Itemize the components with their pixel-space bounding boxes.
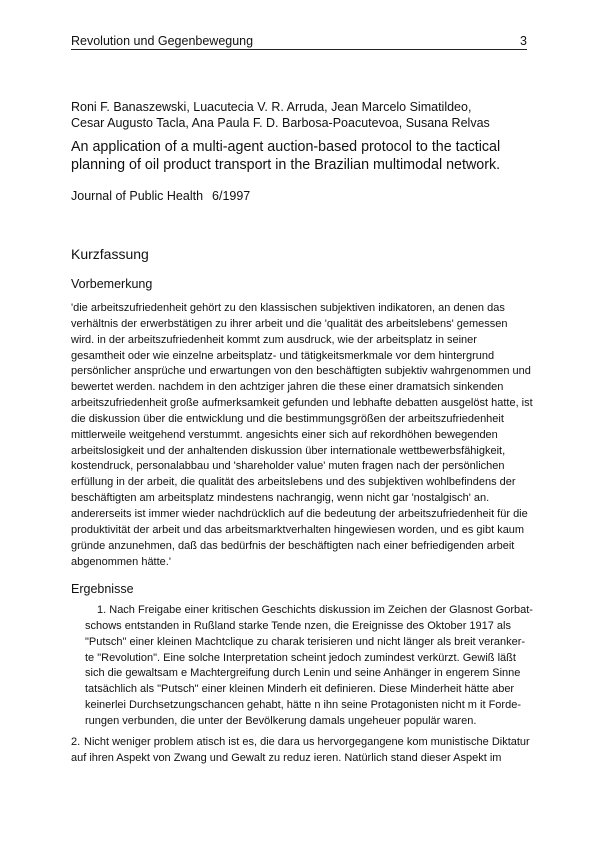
vorbemerkung-paragraph: 'die arbeitszufriedenheit gehört zu den klassischen subjektiven indikatoren, an denen das verhältnis der erwerbstätigen zu ihrer arbeit und die 'qualität des arbeitslebens' gemessen wird. in der arbeitszufriedenheit kommt zum ausdruck, wie der arbeitsplatz in seiner gesamtheit oder wie einzelne arbeitsplatz- und tätigkeitsmerkmale vor dem hintergrund persönlicher ansprüche und erwartungen von den beschäftigten subjektiv wahrgenommen und bewertet werden. nachdem in den achtziger jahren die these einer dramatsich sinkenden arbeitszufriedenheit große aufmerksamkeit gefunden und lebhafte debatten ausgelöst hatte, ist die diskussion über die entwicklung und die bestimmungsgrößen der arbeitszufriedenheit mittlerweile weitgehend verstummt. angesichts einer sich auf rekordhöhen bewegenden arbeitslosigkeit und der anhaltenden diskussion über internationale wettbewerbsfähigkeit, kostendruck, personalabbau und 'shareholder value' muten fragen nach der persönlichen erfüllung in der arbeit, die qualität des arbeitslebens und des subjektiven wohlbefindens der beschäftigten am arbeitsplatz mindestens nachrangig, wenn nicht gar 'nostalgisch' an. andererseits ist immer wieder nachdrücklich auf die bedeutung der arbeitszufriedenheit für die produktivität der arbeit und das arbeitsmarktverhalten hingewiesen worden, und es gibt kaum gründe anzunehmen, daß das bedürfnis der beschäftigten nach einer befriedigenden arbeit abgenommen hätte.' (71, 302, 533, 568)
list-item-text: schows entstanden in Rußland starke Tende nzen, die Ereignisse des Oktober 1917 als "Putsch" einer kleinen Machtclique zu charak terisieren und nicht länger als breit veranker-te "Revolution". Eine solche Interpretation scheint jedoch zumindest verkürzt. Gewiß läßt sich die gewaltsam e Machtergreifung durch Lenin und seine Anhänger in engerem Sinne tatsächlich als "Putsch" einer kleinen Minderh eit definieren. Diese Minderheit hätte aber keinerlei Durchsetzungschancen gehabt, hätte n ihn seine Protagonisten nicht m it Forde-rungen verbunden, die unter der Bevölkerung damals ungeheuer populär waren. (85, 619, 526, 727)
list-item (71, 735, 533, 767)
journal-volume: 6/1997 (212, 189, 251, 203)
authors-line-1: Roni F. Banaszewski, Luacutecia V. R. Arruda, Jean Marcelo Simatildeo, (71, 100, 472, 114)
title-line-1: An application of a multi-agent auction-based protocol to the tactical (71, 139, 501, 155)
list-item-first-line: Nach Freigabe einer kritischen Geschichts diskussion im Zeichen der Glasnost Gorbat- (109, 604, 533, 616)
list-item (71, 603, 533, 730)
page-number: 3 (520, 34, 527, 48)
ergebnisse-heading: Ergebnisse (71, 582, 134, 596)
title-line-2: planning of oil product transport in the Brazilian multimodal network. (71, 156, 501, 173)
authors-line-2: Cesar Augusto Tacla, Ana Paula F. D. Barbosa-Poacutevoa, Susana Relvas (71, 115, 490, 130)
kurzfassung-heading: Kurzfassung (71, 246, 149, 262)
running-header (71, 34, 527, 50)
running-title: Revolution und Gegenbewegung (71, 34, 254, 48)
journal-name: Journal of Public Health (71, 189, 204, 203)
journal-citation (71, 189, 250, 204)
list-item-number: 2. (71, 735, 81, 748)
author-list (71, 100, 541, 131)
list-item-number: 1. (97, 604, 107, 616)
vorbemerkung-heading: Vorbemerkung (71, 277, 153, 291)
article-title (71, 139, 541, 174)
list-item-text: Nicht weniger problem atisch ist es, die dara us hervorgegangene kom munistische Diktatur auf ihren Aspekt von Zwang und Gewalt zu reduz ieren. Natürlich stand dieser Aspekt im (71, 735, 530, 764)
ergebnisse-list (71, 603, 533, 766)
